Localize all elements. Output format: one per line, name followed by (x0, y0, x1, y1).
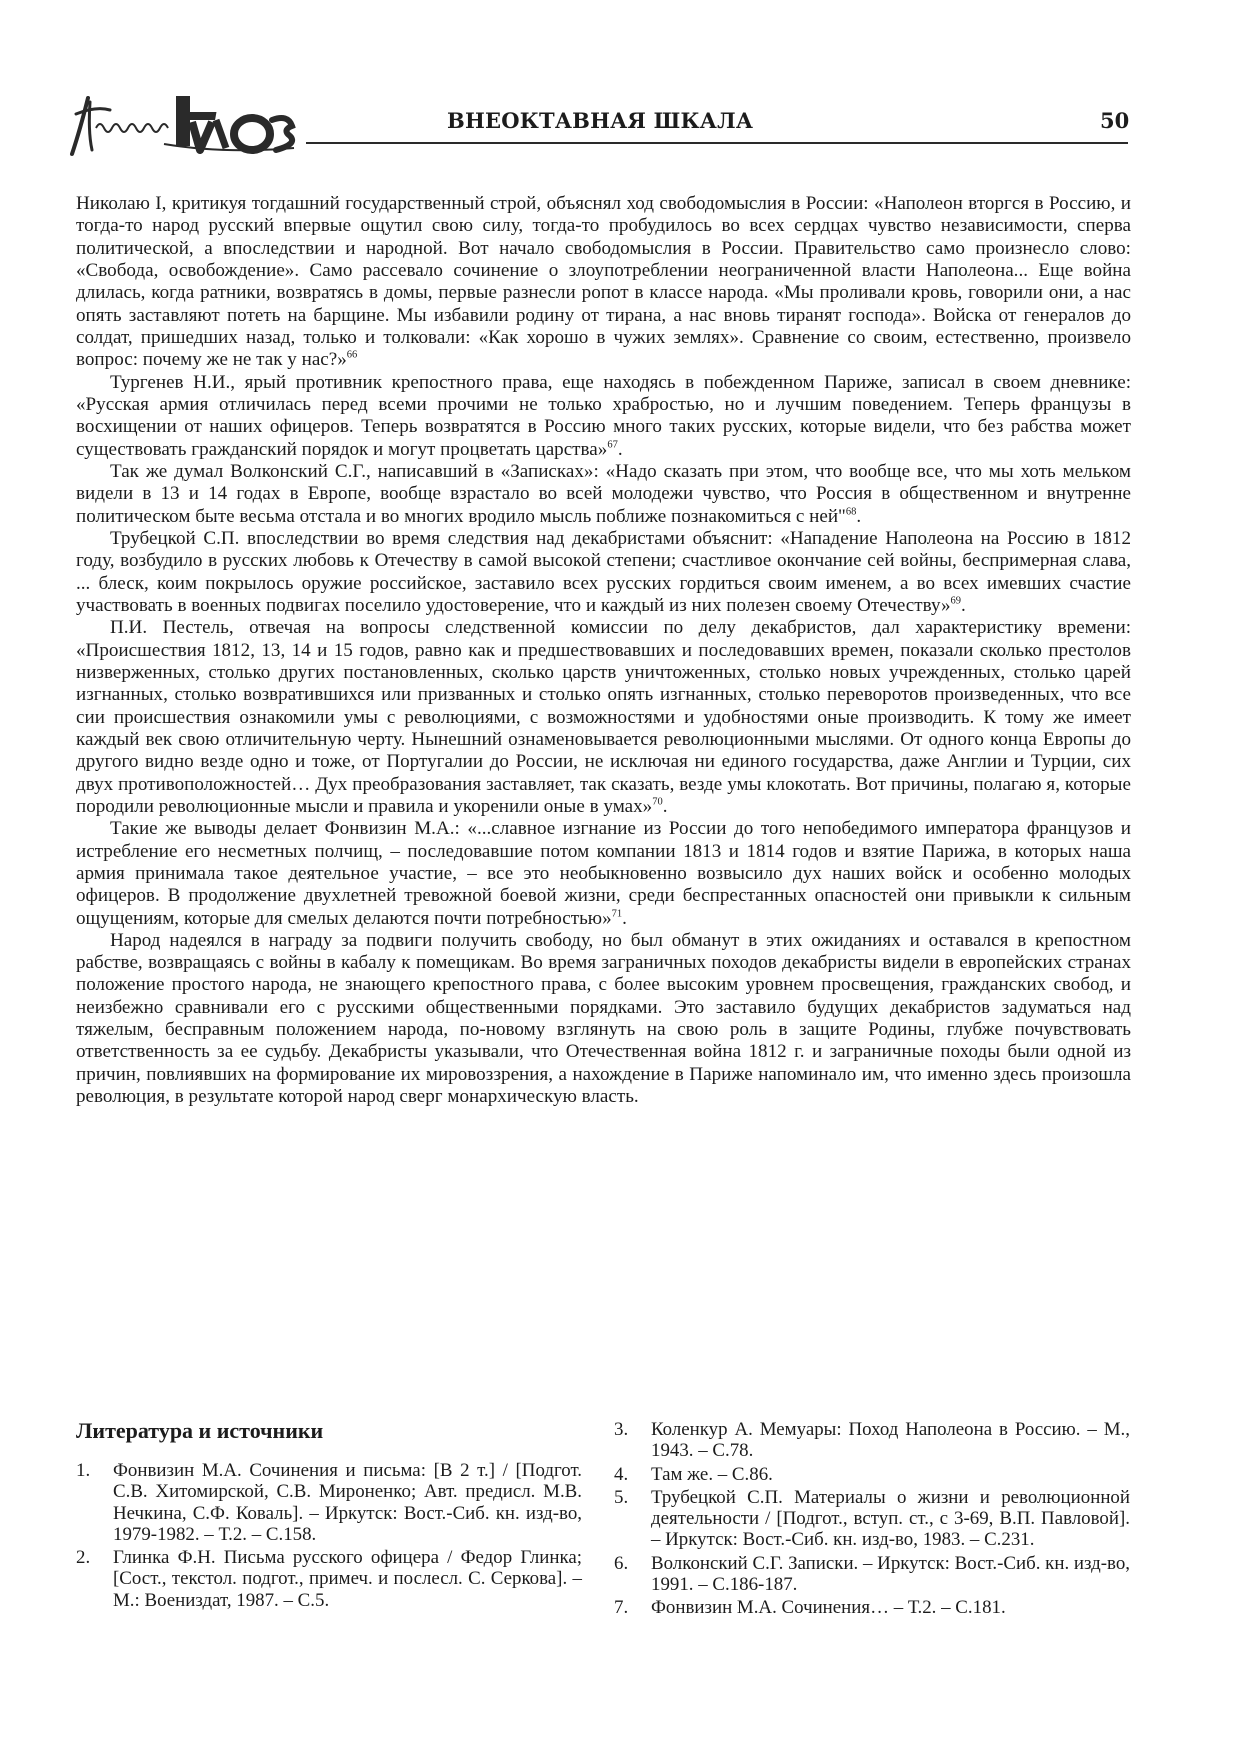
paragraph: Николаю I, критикуя тогдашний государственный строй, объяснял ход свободомыслия в России: «Наполеон вторгся в Россию, и тогда-то народ русский впервые ощутил свою силу, тогда-то пробудилось во всех сердцах чувство независимости, сперва политической, а впоследствии и народной. Вот начало свободомыслия в России. Правительство само произнесло слово: «Свобода, освобождение». Само рассевало сочинение о злоупотреблении неограниченной власти Наполеона... Еще война длилась, когда ратники, возвратясь в домы, первые разнесли ропот в классе народа. «Мы проливали кровь, говорили они, а нас опять заставляют потеть на барщине. Мы избавили родину от тирана, а нас вновь тиранят господа». Войска от генералов до солдат, пришедших назад, только и толковали: «Как хорошо в чужих землях». Сравнение со своим, естественно, произвело вопрос: почему же не так у нас?»$^{66}$ (76, 193, 1131, 371)
reference-number: 6. (614, 1552, 629, 1574)
reference-number: 7. (614, 1597, 629, 1619)
paragraph: Трубецкой С.П. впоследствии во время следствия над декабристами объяснит: «Нападение Наполеона на Россию в 1812 году, возбудило в русских любовь к Отечеству в самой высокой степени; счастливое окончание сей войны, беспримерная слава, ... блеск, коим покрылось оружие российское, заставило всех русских гордиться своим именем, а во всех имевших счастие участвовать в военных подвигах поселило удостоверение, что и каждый из них полезен своему Отечеству»$^{69}$. (76, 527, 1131, 616)
header-rule (306, 142, 1128, 144)
reference-item: 1. Фонвизин М.А. Сочинения и письма: [В 2 т.] / [Подгот. С.В. Хитомирской, С.В. Мироненко; Авт. предисл. М.В. Нечкина, С.Ф. Коваль]. – Иркутск: Вост.-Сиб. кн. изд-во, 1979-1982. – Т.2. – С.158. (76, 1460, 582, 1545)
reference-number: 2. (76, 1547, 91, 1569)
reference-item: 3. Коленкур А. Мемуары: Поход Наполеона в Россию. – М., 1943. – С.78. (614, 1419, 1130, 1462)
footnote-ref: 71 (611, 908, 623, 920)
paragraph: Тургенев Н.И., ярый противник крепостного права, еще находясь в побежденном Париже, записал в своем дневнике: «Русская армия отличилась перед всеми прочими не только храбростью, но и лучшим поведением. Теперь французы в восхищении от наших офицеров. Теперь возвратятся в Россию много таких русских, которые видели, что без рабства может существовать гражданский порядок и могут процветать царства»$^{67}$. (76, 371, 1131, 460)
article-body (76, 193, 1131, 1108)
reference-item: 4. Там же. – С.86. (614, 1463, 773, 1485)
page-number: 50 (1100, 108, 1130, 133)
paragraph: Так же думал Волконский С.Г., написавший в «Записках»: «Надо сказать при этом, что вообще все, что мы хоть мельком видели в 13 и 14 годах в Европе, вообще взрастало во всей молодежи чувство, что Россия в общественном и внутренне политическом быте весьма отстала и во многих вродило мысль поближе познакомиться с ней"$^{68}$. (76, 460, 1131, 527)
footnote-ref: 67 (607, 439, 618, 451)
references-list-right (614, 1419, 1130, 1621)
page-header (0, 0, 1241, 160)
reference-item: 6. Волконский С.Г. Записки. – Иркутск: Вост.-Сиб. кн. изд-во, 1991. – С.186-187. (614, 1552, 1130, 1596)
references-heading: Литература и источники (76, 1418, 324, 1443)
footnote-ref: 68 (845, 506, 857, 518)
reference-item: 7. Фонвизин М.А. Сочинения… – Т.2. – С.181. (614, 1597, 1006, 1619)
reference-number: 4. (614, 1463, 629, 1485)
reference-item: 5. Трубецкой С.П. Материалы о жизни и революционной деятельности / [Подгот., вступ. ст., с 3-69, В.П. Павловой]. – Иркутск: Вост.-Сиб. кн. изд-во, 1983. – С.231. (614, 1486, 1130, 1551)
references-list-left (76, 1460, 582, 1613)
reference-number: 3. (614, 1419, 629, 1440)
footnote-ref: 70 (652, 796, 663, 808)
journal-logo (66, 92, 298, 162)
footnote-ref: 69 (950, 595, 962, 607)
reference-number: 1. (76, 1460, 91, 1481)
reference-number: 5. (614, 1486, 629, 1508)
paragraph: Такие же выводы делает Фонвизин М.А.: «...славное изгнание из России до того непобедимого императора французов и истребление его несметных полчищ, – последовавшие потом компании 1813 и 1814 годов и взятие Парижа, в которых наша армия принимала такое деятельное участие, – все это необыкновенно возвысило дух наших войск и особенно молодых офицеров. В продолжение двухлетней тревожной боевой жизни, среди беспрестанных опасностей они привыкли к сильным ощущениям, которые для смелых делаются почти потребностью»$^{71}$. (76, 818, 1131, 929)
footnote-ref: 66 (346, 349, 358, 361)
paragraph: Народ надеялся в награду за подвиги получить свободу, но был обманут в этих ожиданиях и оставался в крепостном рабстве, возвращаясь с войны в кабалу к помещикам. Во время заграничных походов декабристы видели в европейских странах положение простого народа, не знающего крепостного права, с более высоким уровнем просвещения, гражданских свобод, и неизбежно сравнивали его с русскими общественными порядками. Это заставило будущих декабристов задуматься над тяжелым, бесправным положением народа, по-новому взглянуть на свою роль в защите Родины, глубже почувствовать ответственность за ее судьбу. Декабристы указывали, что Отечественная война 1812 г. и заграничные походы были одной из причин, повлиявших на формирование их мировоззрения, а нахождение в Париже напоминало им, что именно здесь произошла революция, в результате которой народ сверг монархическую власть. (76, 929, 1131, 1108)
reference-item: 2. Глинка Ф.Н. Письма русского офицера / Федор Глинка; [Сост., текстол. подгот., примеч. и послесл. С. Серкова]. – М.: Воениздат, 1987. – С.5. (76, 1547, 582, 1611)
running-title: ВНЕОКТАВНАЯ ШКАЛА (447, 108, 754, 133)
paragraph: П.И. Пестель, отвечая на вопросы следственной комиссии по делу декабристов, дал характеристику времени: «Происшествия 1812, 13, 14 и 15 годов, равно как и предшествовавших и последовавших времен, показали сколько престолов низверженных, столько других постановленных, сколько царств уничтоженных, столько новых учрежденных, столько царей изгнанных, столько возвратившихся или призванных и столько опять изгнанных, столько переворотов произведенных, что все сии происшествия ознакомили умы с революциями, с возможностями и удобностями оные производить. К тому же имеет каждый век свою отличительную черту. Нынешний ознаменовывается революционными мыслями. От одного конца Европы до другого видно везде одно и тоже, от Португалии до России, не исключая ни единого государства, даже Англии и Турции, сих двух противоположностей… Дух преобразования заставляет, так сказать, везде умы клокотать. Вот причины, полагаю я, которые породили революционные мысли и правила и укоренили оные в умах»$^{70}$. (76, 617, 1131, 817)
